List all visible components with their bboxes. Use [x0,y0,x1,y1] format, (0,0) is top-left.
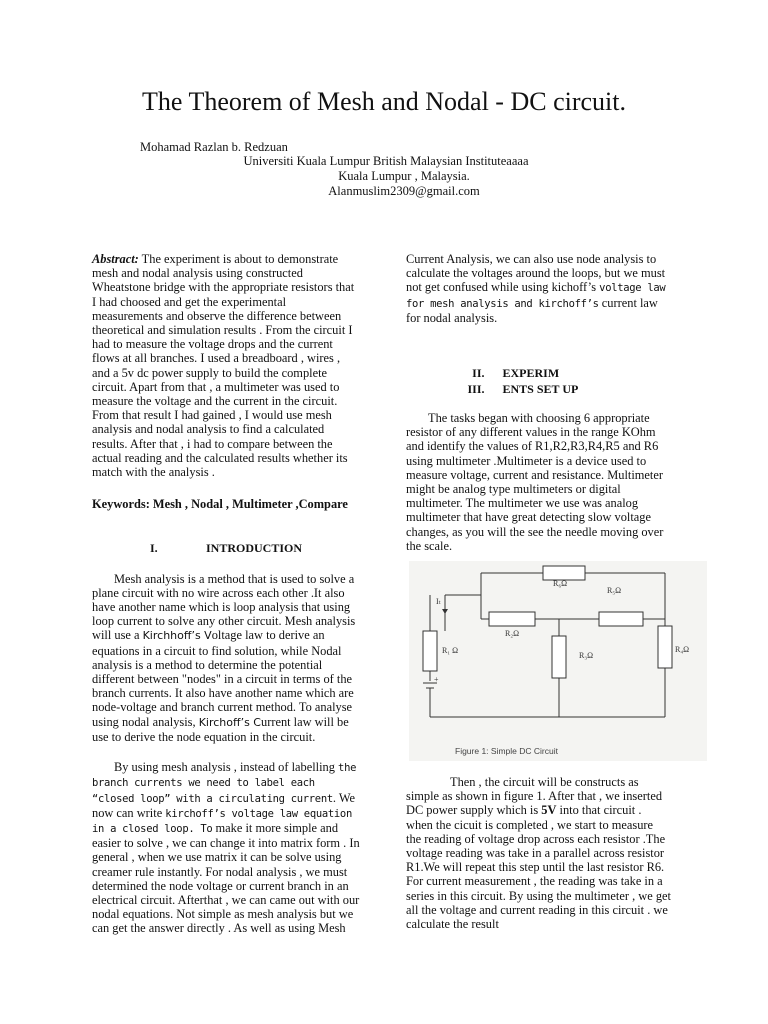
circuit-figure [409,561,707,761]
intro-paragraph-1 [92,572,360,744]
current-label: Iₜ [436,597,442,607]
intro-mono-text: voltage law for mesh analysis and kirchoff’s [406,282,666,310]
abstract-text: The experiment is about to demonstrate mesh and nodal analysis using constructed Wheatstone bridge with the appropriate resistors that I had choosed and get the experimental measurements and observe the difference between theoretical and simulation results . From the circuit I had to measure the voltage drops and the current flows at all branches. I used a breadboard , wires , and a 5v dc power supply to build the complete circuit. Apart from that , a multimeter was used to measure the voltage and the current in the circuit. From that result I had gained , I would use mesh analysis and nodal analysis to find a calculated results. After that , i had to compare between the actual reading and the calculated results whether its match with the analysis . [92,252,355,480]
section-heading-experiment [406,365,671,397]
section-title: ENTS SET UP [502,382,579,397]
intro-text: Current Analysis, we can also use node analysis to calculate the voltages around the loops, but we must not get confused while using kichoff’s [406,252,666,295]
author-name: Mohamad Razlan b. Redzuan [140,140,288,154]
affiliation-email: Alanmuslim2309@gmail.com [328,184,480,198]
experiment-text: Then , the circuit will be constructs as simple as shown in figure 1. After that , we inserted DC power supply which is [406,775,663,818]
affiliation-institute: Universiti Kuala Lumpur British Malaysian Instituteaaaa [243,154,529,168]
intro-paragraph-2 [92,760,360,935]
intro-text: Mesh analysis is a method that is used to solve a plane circuit with no wire across each other .It also have another name which is loop analysis that using loop current to solve any other circuit. Mesh analysis will use a [92,571,356,643]
intro-text: urrent law will be use to derive the node equation in the circuit. [92,714,349,744]
intro-mono-text: the branch currents we need to label each “closed loop” with a circulating current [92,762,357,805]
intro-kirchoff: Kirchoff’s C [198,715,261,729]
section-title: EXPERIM [502,366,560,381]
resistor-label-r4: R₄Ω [675,645,690,655]
intro-mono-text: kirchoff’s voltage law equation in a closed loop. To [92,807,352,835]
battery-plus-label: + [434,675,439,685]
resistor-label-r6: R₆Ω [553,579,568,589]
affiliation-location: Kuala Lumpur , Malaysia. [338,169,470,183]
intro-continued [406,252,671,325]
intro-text: oltage law to derive an equations in a circuit to find solution, while Nodal analysis is a method to determine the potential different between "nodes" in a circuit in terms of the branch currents. It also have another name which are node-voltage and branch current method. To analyse using nodal analysis, [92,628,354,729]
resistor-label-r3: R₃Ω [579,651,594,661]
abstract-label: Abstract: [92,252,139,266]
figure-caption: Figure 1: Simple DC Circuit [455,746,558,757]
intro-text: By using mesh analysis , instead of labelling [114,760,339,775]
resistor-label-r1: R₁ Ω [442,646,459,656]
section-number: II. [472,366,485,381]
voltage-value: 5V [541,803,557,818]
intro-text: current law for nodal analysis. [406,295,658,325]
resistor-label-r2: R₂Ω [505,629,520,639]
intro-kirchhoff: Kirchhoff’s V [142,629,212,643]
section-number: III. [467,382,485,397]
experiment-paragraph-1: The tasks began with choosing 6 appropriate resistor of any different values in the range KOhm and identify the values of R1,R2,R3,R4,R5 and R6 using multimeter .Multimeter is a device used to measure voltage, current and resistance. Multimeter might be analog type multimeters or digital multimeter. The multimeter we use was analog multimeter that have great detecting slow voltage changes, as you will the see the needle moving over the scale. [406,411,664,553]
section-number: I. [149,541,158,556]
resistor-label-r5: R₅Ω [607,586,622,596]
intro-text: . We now can write [92,790,356,820]
section-heading-introduction [92,541,360,555]
intro-text: make it more simple and easier to solve , we can change it into matrix form . In general , when we use matrix it can be solve using creamer rule instantly. For nodal analysis , we must determined the node voltage or current branch in an electrical circuit. Afterthat , we can came out with our nodal equations. Not simple as mesh analysis but we can get the answer directly . As well as using Mesh [92,820,360,936]
affiliation-block [0,154,768,199]
paper-title: The Theorem of Mesh and Nodal - DC circuit. [142,87,626,116]
right-column [406,252,690,932]
experiment-paragraph-2 [406,775,671,931]
section-title: INTRODUCTION [205,541,302,556]
keywords: Keywords: Mesh , Nodal , Multimeter ,Compare [92,497,348,512]
abstract-paragraph [92,252,360,479]
left-column [92,252,360,936]
experiment-text: into that circuit . when the cicuit is completed , we start to measure the reading of voltage drop across each resistor .The voltage reading was take in a parallel across resistor R1.We will repeat this step until the last resistor R6. For current measurement , the reading was take in a series in this circuit. By using the multimeter , we get all the voltage and current reading in this circuit . we calculate the result [406,803,671,932]
